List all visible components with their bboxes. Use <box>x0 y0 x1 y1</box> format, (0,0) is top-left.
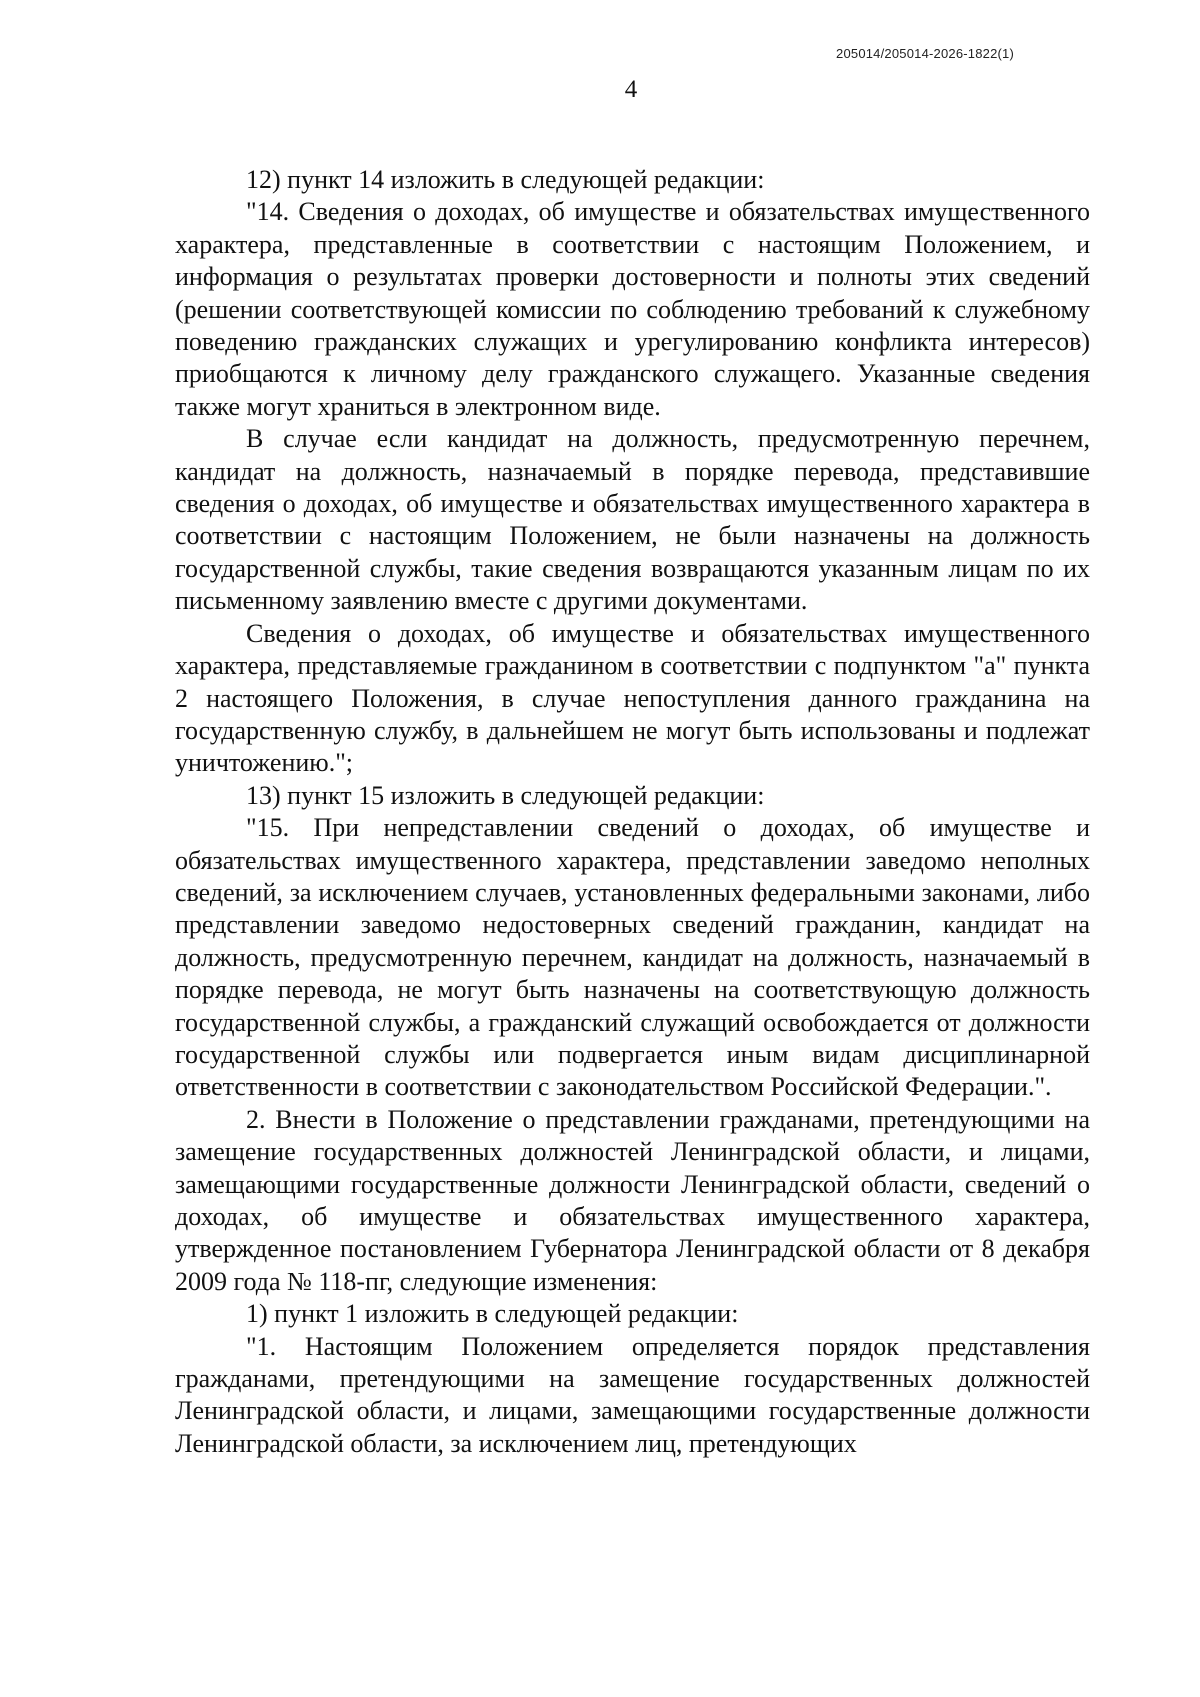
document-body <box>175 164 1090 1460</box>
document-id: 205014/205014-2026-1822(1) <box>836 46 1014 61</box>
paragraph: 2. Внести в Положение о представлении гражданами, претендующими на замещение государственных должностей Ленинградской области, и лицами, замещающими государственные должности Ленинградской области, сведений о доходах, об имуществе и обязательствах имущественного характера, утвержденное постановлением Губернатора Ленинградской области от 8 декабря 2009 года № 118-пг, следующие изменения: <box>175 1104 1090 1296</box>
paragraph: 12) пункт 14 изложить в следующей редакции: <box>246 165 765 194</box>
page-number: 4 <box>624 76 638 103</box>
paragraph: "1. Настоящим Положением определяется порядок представления гражданами, претендующими на замещение государственных должностей Ленинградской области, и лицами, замещающими государственные должности Ленинградской области, за исключением лиц, претендующих <box>175 1331 1090 1458</box>
paragraph: 13) пункт 15 изложить в следующей редакции: <box>246 780 765 810</box>
paragraph: "15. При непредставлении сведений о доходах, об имуществе и обязательствах имущественного характера, представлении заведомо неполных сведений, за исключением случаев, установленных федеральными законами, либо представлении заведомо недостоверных сведений гражданин, кандидат на должность, предусмотренную перечнем, кандидат на должность, назначаемый в порядке перевода, не могут быть назначены на соответствующую должность государственной службы, а гражданский служащий освобождается от должности государственной службы или подвергается иным видам дисциплинарной ответственности в соответствии с законодательством Российской Федерации.". <box>175 813 1090 1102</box>
paragraph: "14. Сведения о доходах, об имуществе и обязательствах имущественного характера, представленные в соответствии с настоящим Положением, и информация о результатах проверки достоверности и полноты этих сведений (решении соответствующей комиссии по соблюдению требований к служебному поведению гражданских служащих и урегулированию конфликта интересов) приобщаются к личному делу гражданского служащего. Указанные сведения также могут храниться в электронном виде. <box>175 197 1090 421</box>
paragraph: В случае если кандидат на должность, предусмотренную перечнем, кандидат на должность, назначаемый в порядке перевода, представившие сведения о доходах, об имуществе и обязательствах имущественного характера в соответствии с настоящим Положением, не были назначены на должность государственной службы, такие сведения возвращаются указанным лицам по их письменному заявлению вместе с другими документами. <box>175 424 1090 616</box>
paragraph: 1) пункт 1 изложить в следующей редакции: <box>246 1299 739 1329</box>
paragraph: Сведения о доходах, об имуществе и обязательствах имущественного характера, представляемые гражданином в соответствии с подпунктом "а" пункта 2 настоящего Положения, в случае непоступления данного гражданина на государственную службу, в дальнейшем не могут быть использованы и подлежат уничтожению."; <box>175 618 1090 778</box>
